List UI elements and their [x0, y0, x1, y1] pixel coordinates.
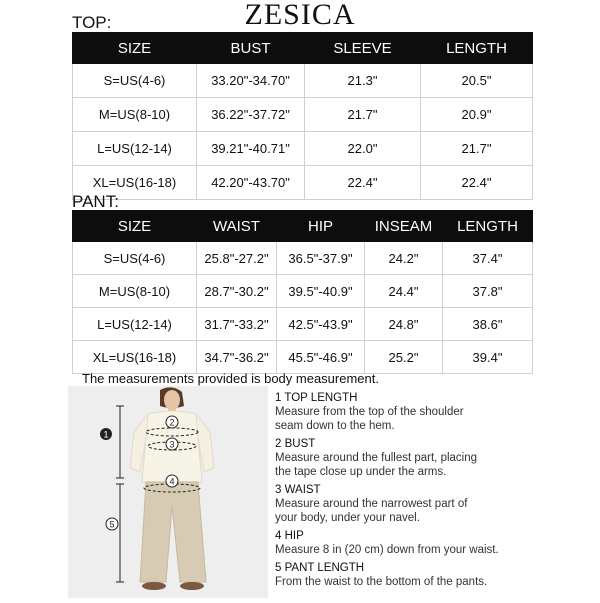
top-cell: XL=US(16-18) — [73, 166, 197, 200]
pant-cell: 36.5"-37.9" — [277, 242, 365, 275]
top-section-label: TOP: — [72, 13, 112, 32]
pant-cell: 25.8"-27.2" — [197, 242, 277, 275]
pant-cell: 24.8" — [365, 308, 443, 341]
pant-header-waist: WAIST — [197, 211, 277, 242]
table-row — [73, 132, 533, 166]
pants-shape — [140, 482, 206, 582]
guide-item-hip — [275, 529, 595, 557]
marker-2-label: 2 — [169, 417, 175, 428]
pant-section-label: PANT: — [72, 192, 119, 211]
pant-header-hip: HIP — [277, 211, 365, 242]
guide-desc: Measure from the top of the shoulder seam down to the hem. — [275, 406, 464, 432]
top-header-sleeve: SLEEVE — [305, 33, 421, 64]
guide-desc: From the waist to the bottom of the pants. — [275, 576, 488, 588]
guide-item-waist — [275, 483, 595, 525]
guide-title: 4 HIP — [275, 530, 304, 542]
guide-desc: Measure around the narrowest part of your body, under your navel. — [275, 498, 468, 524]
top-cell: 20.9" — [421, 98, 533, 132]
marker-5-label: 5 — [109, 519, 115, 530]
pant-cell: 24.2" — [365, 242, 443, 275]
top-cell: 20.5" — [421, 64, 533, 98]
guide-title: 2 BUST — [275, 438, 316, 450]
model-figure — [68, 386, 268, 598]
marker-3-label: 3 — [169, 439, 175, 450]
guide-title: 3 WAIST — [275, 484, 321, 496]
pant-cell: 28.7"-30.2" — [197, 275, 277, 308]
top-cell: 39.21"-40.71" — [197, 132, 305, 166]
marker-4-label: 4 — [169, 476, 175, 487]
guide-desc: Measure 8 in (20 cm) down from your waist. — [275, 544, 499, 556]
pant-cell: XL=US(16-18) — [73, 341, 197, 374]
top-cell: 22.0" — [305, 132, 421, 166]
table-row — [73, 341, 533, 374]
top-cell: L=US(12-14) — [73, 132, 197, 166]
pant-cell: 39.5"-40.9" — [277, 275, 365, 308]
top-cell: 21.3" — [305, 64, 421, 98]
top-cell: 22.4" — [421, 166, 533, 200]
top-cell: 21.7" — [305, 98, 421, 132]
top-cell: 33.20"-34.70" — [197, 64, 305, 98]
top-header-row — [73, 33, 533, 64]
table-row — [73, 275, 533, 308]
pant-cell: 34.7"-36.2" — [197, 341, 277, 374]
pant-header-inseam: INSEAM — [365, 211, 443, 242]
top-cell: 36.22"-37.72" — [197, 98, 305, 132]
head-shape — [164, 390, 180, 410]
top-header-size: SIZE — [73, 33, 197, 64]
pant-header-row — [73, 211, 533, 242]
pant-cell: 24.4" — [365, 275, 443, 308]
table-row — [73, 98, 533, 132]
pant-cell: 38.6" — [443, 308, 533, 341]
guide-item-pant-length — [275, 561, 595, 589]
right-shoe-shape — [180, 582, 204, 590]
table-row — [73, 166, 533, 200]
left-shoe-shape — [142, 582, 166, 590]
top-header-length: LENGTH — [421, 33, 533, 64]
guide-title: 1 TOP LENGTH — [275, 392, 358, 404]
pant-cell: 37.4" — [443, 242, 533, 275]
table-row — [73, 308, 533, 341]
pant-size-table — [72, 210, 533, 374]
pant-cell: S=US(4-6) — [73, 242, 197, 275]
pant-cell: L=US(12-14) — [73, 308, 197, 341]
measurement-illustration — [68, 386, 268, 598]
top-cell: 21.7" — [421, 132, 533, 166]
top-cell: S=US(4-6) — [73, 64, 197, 98]
pant-cell: 31.7"-33.2" — [197, 308, 277, 341]
guide-item-bust — [275, 437, 595, 479]
top-cell: 42.20"-43.70" — [197, 166, 305, 200]
top-cell: 22.4" — [305, 166, 421, 200]
marker-1-label: 1 — [103, 429, 109, 440]
table-row — [73, 64, 533, 98]
top-header-bust: BUST — [197, 33, 305, 64]
pant-header-length: LENGTH — [443, 211, 533, 242]
pant-cell: 37.8" — [443, 275, 533, 308]
guide-title: 5 PANT LENGTH — [275, 562, 365, 574]
measurement-note: The measurements provided is body measurement. — [82, 371, 379, 386]
pant-cell: M=US(8-10) — [73, 275, 197, 308]
guide-item-top-length — [275, 391, 595, 433]
brand-logo: ZESICA — [244, 0, 356, 31]
pant-cell: 42.5"-43.9" — [277, 308, 365, 341]
pant-header-size: SIZE — [73, 211, 197, 242]
pant-cell: 39.4" — [443, 341, 533, 374]
pant-cell: 45.5"-46.9" — [277, 341, 365, 374]
top-cell: M=US(8-10) — [73, 98, 197, 132]
measurement-guide — [275, 391, 595, 593]
guide-desc: Measure around the fullest part, placing the tape close up under the arms. — [275, 452, 478, 478]
pant-cell: 25.2" — [365, 341, 443, 374]
table-row — [73, 242, 533, 275]
top-size-table — [72, 32, 533, 200]
